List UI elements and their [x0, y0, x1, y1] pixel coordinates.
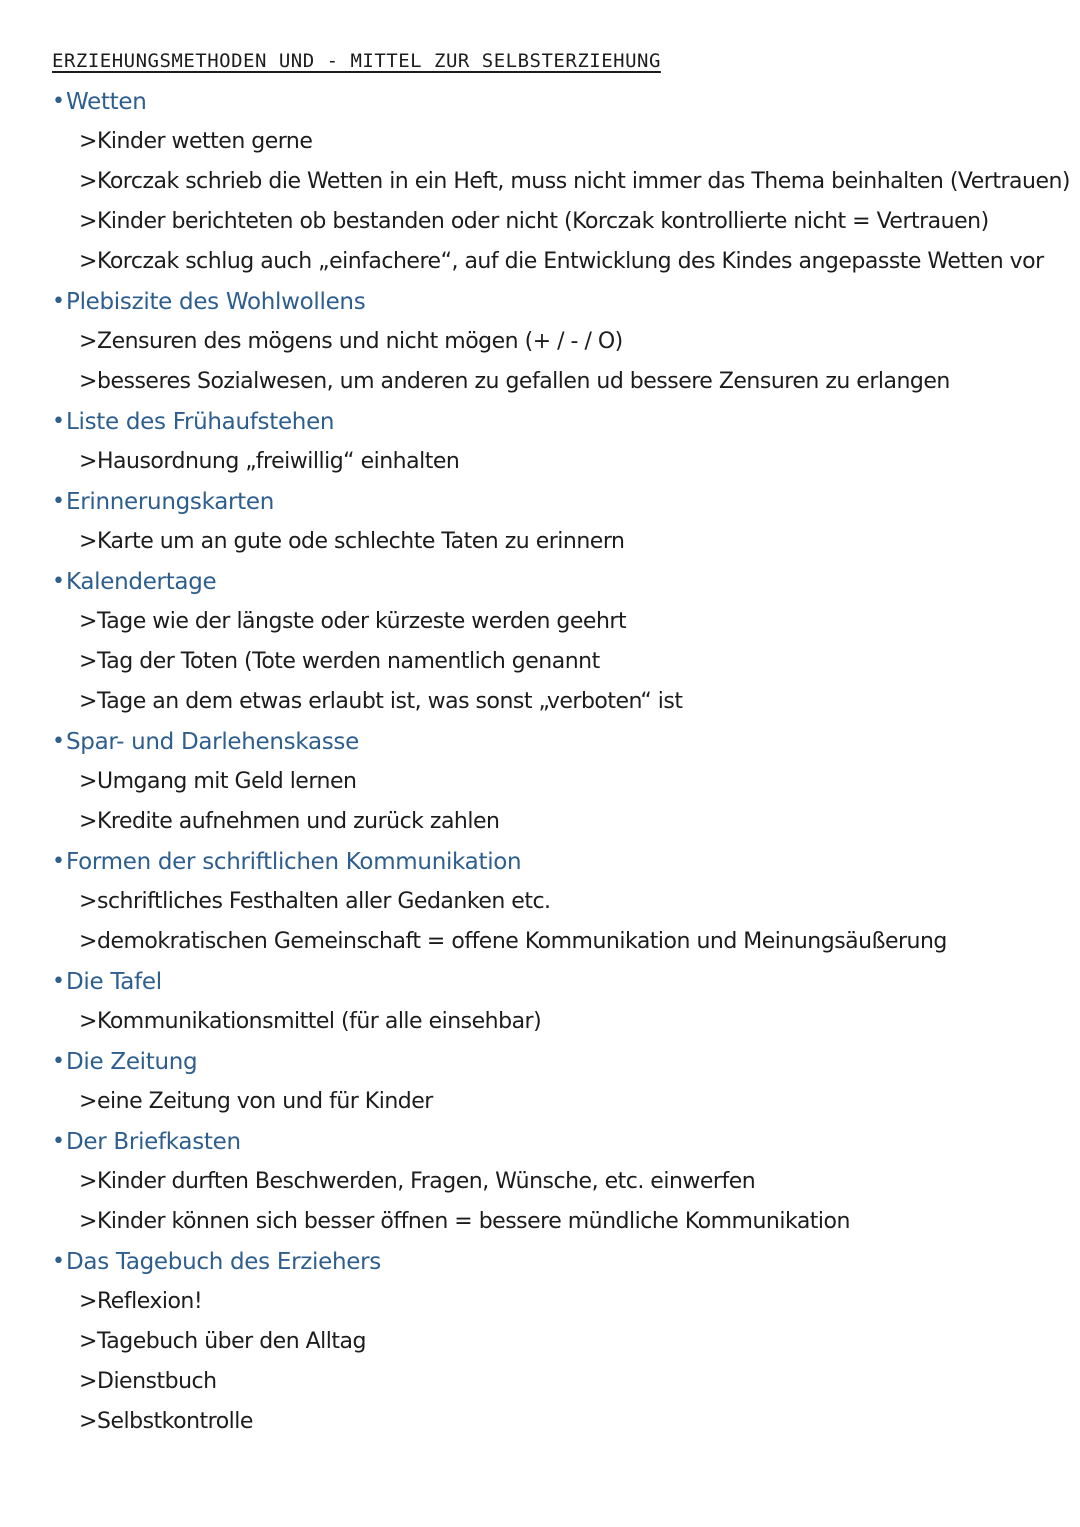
list-item-text: schriftliches Festhalten aller Gedanken etc.	[97, 889, 551, 914]
arrow-icon: >	[79, 1089, 97, 1114]
section-heading-text: Formen der schriftlichen Kommunikation	[66, 849, 522, 875]
note-section	[0, 1042, 1080, 1122]
arrow-icon: >	[79, 1009, 97, 1034]
list-item	[0, 1282, 1080, 1322]
bullet-icon: •	[52, 569, 65, 594]
list-item	[0, 322, 1080, 362]
list-item-text: Kredite aufnehmen und zurück zahlen	[97, 809, 500, 834]
section-heading	[0, 1042, 1080, 1082]
arrow-icon: >	[79, 249, 97, 274]
section-heading-text: Spar- und Darlehenskasse	[66, 729, 359, 755]
list-item	[0, 922, 1080, 962]
list-item-text: Hausordnung „freiwillig“ einhalten	[97, 449, 460, 474]
bullet-icon: •	[52, 1129, 65, 1154]
section-heading	[0, 842, 1080, 882]
list-item-text: Tage an dem etwas erlaubt ist, was sonst „verboten“ ist	[97, 689, 683, 714]
list-item-text: Dienstbuch	[97, 1369, 217, 1394]
arrow-icon: >	[79, 1369, 97, 1394]
section-heading-text: Das Tagebuch des Erziehers	[66, 1249, 381, 1275]
section-heading-text: Die Tafel	[66, 969, 162, 995]
arrow-icon: >	[79, 809, 97, 834]
section-heading	[0, 562, 1080, 602]
section-heading	[0, 402, 1080, 442]
list-item-text: Kommunikationsmittel (für alle einsehbar)	[97, 1009, 542, 1034]
bullet-icon: •	[52, 969, 65, 994]
note-section	[0, 722, 1080, 842]
list-item	[0, 1322, 1080, 1362]
bullet-icon: •	[52, 489, 65, 514]
arrow-icon: >	[79, 329, 97, 354]
section-heading	[0, 1242, 1080, 1282]
section-heading-text: Plebiszite des Wohlwollens	[66, 289, 366, 315]
arrow-icon: >	[79, 449, 97, 474]
list-item-text: Tag der Toten (Tote werden namentlich genannt	[97, 649, 600, 674]
list-item-text: Korczak schlug auch „einfachere“, auf die Entwicklung des Kindes angepasste Wetten vor	[97, 249, 1044, 274]
list-item-text: eine Zeitung von und für Kinder	[97, 1089, 433, 1114]
list-item-text: Kinder wetten gerne	[97, 129, 313, 154]
list-item	[0, 1082, 1080, 1122]
list-item-text: Kinder berichteten ob bestanden oder nicht (Korczak kontrollierte nicht = Vertrauen)	[97, 209, 989, 234]
bullet-icon: •	[52, 89, 65, 114]
notes-list	[0, 82, 1080, 1442]
list-item	[0, 442, 1080, 482]
arrow-icon: >	[79, 209, 97, 234]
note-section	[0, 282, 1080, 402]
arrow-icon: >	[79, 529, 97, 554]
arrow-icon: >	[79, 689, 97, 714]
arrow-icon: >	[79, 1209, 97, 1234]
list-item-text: Korczak schrieb die Wetten in ein Heft, muss nicht immer das Thema beinhalten (Vertrauen)	[97, 169, 1070, 194]
list-item-text: Reflexion!	[97, 1289, 203, 1314]
arrow-icon: >	[79, 649, 97, 674]
section-heading	[0, 1122, 1080, 1162]
list-item	[0, 642, 1080, 682]
list-item	[0, 1362, 1080, 1402]
section-heading-text: Liste des Frühaufstehen	[66, 409, 335, 435]
list-item	[0, 522, 1080, 562]
section-heading-text: Die Zeitung	[66, 1049, 198, 1075]
list-item-text: besseres Sozialwesen, um anderen zu gefallen ud bessere Zensuren zu erlangen	[97, 369, 950, 394]
note-section	[0, 482, 1080, 562]
note-section	[0, 1122, 1080, 1242]
list-item-text: Kinder können sich besser öffnen = bessere mündliche Kommunikation	[97, 1209, 850, 1234]
section-heading-text: Der Briefkasten	[66, 1129, 241, 1155]
list-item	[0, 882, 1080, 922]
list-item	[0, 1402, 1080, 1442]
arrow-icon: >	[79, 1409, 97, 1434]
bullet-icon: •	[52, 1249, 65, 1274]
list-item	[0, 242, 1080, 282]
arrow-icon: >	[79, 929, 97, 954]
list-item-text: Tage wie der längste oder kürzeste werden geehrt	[97, 609, 627, 634]
arrow-icon: >	[79, 1329, 97, 1354]
list-item-text: Zensuren des mögens und nicht mögen (+ / - / O)	[97, 329, 623, 354]
section-heading-text: Erinnerungskarten	[66, 489, 274, 515]
bullet-icon: •	[52, 409, 65, 434]
list-item-text: Karte um an gute ode schlechte Taten zu erinnern	[97, 529, 625, 554]
list-item	[0, 682, 1080, 722]
bullet-icon: •	[52, 729, 65, 754]
note-section	[0, 1242, 1080, 1442]
arrow-icon: >	[79, 369, 97, 394]
arrow-icon: >	[79, 129, 97, 154]
list-item	[0, 1202, 1080, 1242]
list-item	[0, 1162, 1080, 1202]
arrow-icon: >	[79, 1289, 97, 1314]
note-section	[0, 842, 1080, 962]
section-heading	[0, 82, 1080, 122]
list-item	[0, 202, 1080, 242]
section-heading	[0, 962, 1080, 1002]
section-heading	[0, 482, 1080, 522]
list-item	[0, 362, 1080, 402]
arrow-icon: >	[79, 889, 97, 914]
bullet-icon: •	[52, 289, 65, 314]
list-item	[0, 1002, 1080, 1042]
list-item-text: demokratischen Gemeinschaft = offene Kommunikation und Meinungsäußerung	[97, 929, 947, 954]
note-section	[0, 82, 1080, 282]
bullet-icon: •	[52, 1049, 65, 1074]
list-item-text: Tagebuch über den Alltag	[97, 1329, 366, 1354]
arrow-icon: >	[79, 169, 97, 194]
arrow-icon: >	[79, 1169, 97, 1194]
list-item	[0, 162, 1080, 202]
list-item	[0, 762, 1080, 802]
list-item	[0, 122, 1080, 162]
note-section	[0, 962, 1080, 1042]
list-item-text: Umgang mit Geld lernen	[97, 769, 357, 794]
list-item-text: Kinder durften Beschwerden, Fragen, Wünsche, etc. einwerfen	[97, 1169, 756, 1194]
section-heading	[0, 722, 1080, 762]
list-item	[0, 602, 1080, 642]
section-heading-text: Wetten	[66, 89, 147, 115]
section-heading-text: Kalendertage	[66, 569, 217, 595]
list-item	[0, 802, 1080, 842]
bullet-icon: •	[52, 849, 65, 874]
note-section	[0, 402, 1080, 482]
page-title: ERZIEHUNGSMETHODEN UND - MITTEL ZUR SELBSTERZIEHUNG	[52, 50, 661, 72]
list-item-text: Selbstkontrolle	[97, 1409, 253, 1434]
arrow-icon: >	[79, 609, 97, 634]
arrow-icon: >	[79, 769, 97, 794]
section-heading	[0, 282, 1080, 322]
note-section	[0, 562, 1080, 722]
